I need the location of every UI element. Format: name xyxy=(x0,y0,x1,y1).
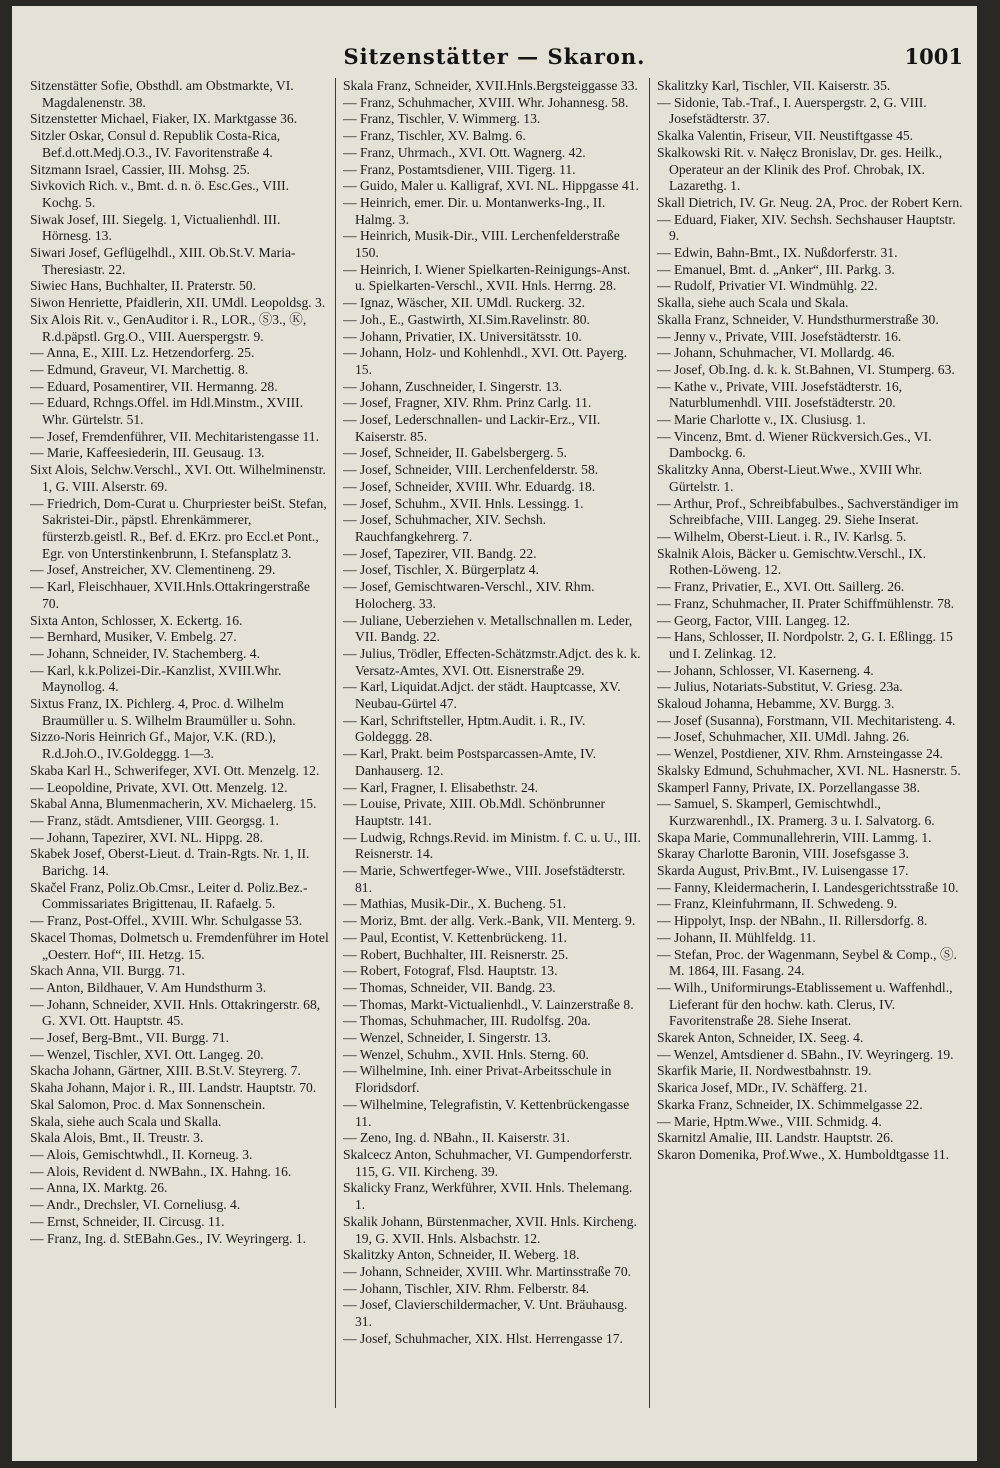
directory-entry: — Heinrich, I. Wiener Spielkarten-Reinigungs-Anst. u. Spielkarten-Verschl., XVII. Hnls. Herrng. 28. xyxy=(343,261,631,294)
directory-entry: — Josef, Tischler, X. Bürgerplatz 4. xyxy=(343,562,539,578)
directory-entry: — Franz, Privatier, E., XVI. Ott. Saillerg. 26. xyxy=(657,579,905,595)
directory-entry: Skabal Anna, Blumenmacherin, XV. Michaelerg. 15. xyxy=(30,796,317,812)
directory-entry: — Franz, Schuhmacher, XVIII. Whr. Johannesg. 58. xyxy=(343,94,629,110)
directory-entry: — Karl, Fragner, I. Elisabethstr. 24. xyxy=(343,779,539,795)
directory-entry: — Josef, Fremdenführer, VII. Mechitaristengasse 11. xyxy=(30,428,319,444)
directory-entry: Skarek Anton, Schneider, IX. Seeg. 4. xyxy=(657,1030,864,1046)
directory-entry: — Edmund, Graveur, VI. Marchettig. 8. xyxy=(30,361,249,377)
directory-entry: — Josef, Berg-Bmt., VII. Burgg. 71. xyxy=(30,1030,229,1046)
directory-entry: Sitzenstätter Sofie, Obsthdl. am Obstmarkte, VI. Magdalenenstr. 38. xyxy=(30,78,294,110)
directory-entry: Skaha Johann, Major i. R., III. Landstr. Hauptstr. 70. xyxy=(30,1080,317,1096)
directory-entry: — Edwin, Bahn-Bmt., IX. Nußdorferstr. 31. xyxy=(657,245,898,261)
directory-entry: — Moriz, Bmt. der allg. Verk.-Bank, VII. Menterg. 9. xyxy=(343,913,636,929)
directory-entry: — Marie, Schwertfeger-Wwe., VIII. Josefstädterstr. 81. xyxy=(343,863,626,895)
directory-entry: — Franz, Schuhmacher, II. Prater Schiffmühlenstr. 78. xyxy=(657,595,955,611)
directory-entry: — Johann, Schneider, IV. Stachemberg. 4. xyxy=(30,645,261,661)
directory-entry: Skala Alois, Bmt., II. Treustr. 3. xyxy=(30,1130,204,1146)
directory-entry: — Josef, Schuhmacher, XIV. Sechsh. Rauchfangkehrerg. 7. xyxy=(343,512,547,544)
page-number: 1001 xyxy=(904,44,963,69)
directory-entry: Sixta Anton, Schlosser, X. Eckertg. 16. xyxy=(30,612,243,628)
directory-entry: — Arthur, Prof., Schreibfabulbes., Sachverständiger im Schreibfache, VIII. Langeg. 29. Siehe Inserat. xyxy=(657,495,959,528)
directory-entry: Skaron Domenika, Prof.Wwe., X. Humboldtgasse 11. xyxy=(657,1147,950,1162)
directory-entry: Siwon Henriette, Pfaidlerin, XII. UMdl. Leopoldsg. 3. xyxy=(30,295,326,311)
column-divider xyxy=(649,78,650,1408)
directory-entry: Siwak Josef, III. Siegelg. 1, Victualienhdl. III. Hörnesg. 13. xyxy=(30,211,281,244)
column-right xyxy=(657,78,967,1453)
directory-entry: — Jenny v., Private, VIII. Josefstädterstr. 16. xyxy=(657,328,902,344)
directory-page xyxy=(12,6,977,1461)
directory-entry: — Johann, Schuhmacher, VI. Mollardg. 46. xyxy=(657,345,895,361)
directory-entry: Skach Anna, VII. Burgg. 71. xyxy=(30,963,186,979)
directory-entry: Siwari Josef, Geflügelhdl., XIII. Ob.St.V. Maria-Theresiastr. 22. xyxy=(30,245,296,277)
directory-entry: — Andr., Drechsler, VI. Corneliusg. 4. xyxy=(30,1197,241,1213)
directory-entry: — Zeno, Ing. d. NBahn., II. Kaiserstr. 31. xyxy=(343,1130,570,1146)
directory-entry: Siwiec Hans, Buchhalter, II. Praterstr. 50. xyxy=(30,278,256,294)
directory-entry: — Josef, Anstreicher, XV. Clementineng. 29. xyxy=(30,562,276,578)
directory-entry: — Wilhelmine, Inh. einer Privat-Arbeitsschule in Floridsdorf. xyxy=(343,1063,612,1096)
directory-entry: — Thomas, Markt-Victualienhdl., V. Lainzerstraße 8. xyxy=(343,996,634,1012)
directory-entry: — Emanuel, Bmt. d. „Anker“, III. Parkg. 3. xyxy=(657,261,895,277)
directory-entry: Sitzler Oskar, Consul d. Republik Costa-Rica, Bef.d.ott.Medj.O.3., IV. Favoritenstraße 4. xyxy=(30,128,281,160)
directory-entry: Skall Dietrich, IV. Gr. Neug. 2A, Proc. der Robert Kern. xyxy=(657,194,963,210)
directory-entry: — Hippolyt, Insp. der NBahn., II. Rillersdorfg. 8. xyxy=(657,913,928,929)
directory-entry: — Louise, Private, XIII. Ob.Mdl. Schönbrunner Hauptstr. 141. xyxy=(343,796,606,828)
directory-entry: — Heinrich, Musik-Dir., VIII. Lerchenfelderstraße 150. xyxy=(343,228,620,261)
directory-entry: — Julius, Notariats-Substitut, V. Griesg. 23a. xyxy=(657,679,903,695)
running-title: Sitzenstätter — Skaron. xyxy=(343,44,646,69)
directory-entry: Skarka Franz, Schneider, IX. Schimmelgasse 22. xyxy=(657,1096,923,1112)
directory-entry: Skamperl Fanny, Private, IX. Porzellangasse 38. xyxy=(657,779,921,795)
directory-entry: — Samuel, S. Skamperl, Gemischtwhdl., Kurzwarenhdl., IX. Pramerg. 3 u. I. Salvatorg. 6. xyxy=(657,796,935,828)
directory-entry: Skalitzky Karl, Tischler, VII. Kaiserstr. 35. xyxy=(657,78,891,93)
directory-entry: — Josef, Lederschnallen- und Lackir-Erz., VII. Kaiserstr. 85. xyxy=(343,412,601,444)
directory-entry: Sitzenstetter Michael, Fiaker, IX. Marktgasse 36. xyxy=(30,111,298,127)
directory-entry: — Wenzel, Schneider, I. Singerstr. 13. xyxy=(343,1030,552,1046)
directory-entry: — Ernst, Schneider, II. Circusg. 11. xyxy=(30,1213,225,1229)
directory-entry: Skal Salomon, Proc. d. Max Sonnenschein. xyxy=(30,1096,266,1112)
directory-entry: — Heinrich, emer. Dir. u. Montanwerks-Ing., II. Halmg. 3. xyxy=(343,194,606,227)
directory-entry: — Robert, Buchhalter, III. Reisnerstr. 25. xyxy=(343,946,569,962)
directory-entry: — Mathias, Musik-Dir., X. Bucheng. 51. xyxy=(343,896,567,912)
directory-entry: — Franz, städt. Amtsdiener, VIII. Georgsg. 1. xyxy=(30,812,279,828)
directory-entry: — Robert, Fotograf, Flsd. Hauptstr. 13. xyxy=(343,963,558,979)
directory-entry: Skalla Franz, Schneider, V. Hundsthurmerstraße 30. xyxy=(657,311,939,327)
directory-entry: — Josef, Schneider, VIII. Lerchenfelderstr. 58. xyxy=(343,462,599,478)
directory-entry: Skaba Karl H., Schwerifeger, XVI. Ott. Menzelg. 12. xyxy=(30,762,320,778)
directory-entry: Skabek Josef, Oberst-Lieut. d. Train-Rgts. Nr. 1, II. Barichg. 14. xyxy=(30,846,310,879)
directory-entry: — Guido, Maler u. Kalligraf, XVI. NL. Hippgasse 41. xyxy=(343,178,639,194)
directory-entry: — Franz, Uhrmach., XVI. Ott. Wagnerg. 42. xyxy=(343,144,586,160)
directory-entry: — Juliane, Ueberziehen v. Metallschnallen m. Leder, VII. Bandg. 22. xyxy=(343,612,633,645)
directory-entry: — Franz, Kleinfuhrmann, II. Schwedeng. 9. xyxy=(657,896,898,912)
directory-entry: — Eduard, Posamentirer, VII. Hermanng. 28. xyxy=(30,378,278,394)
directory-entry: — Leopoldine, Private, XVI. Ott. Menzelg. 12. xyxy=(30,779,288,795)
directory-entry: — Johann, Privatier, IX. Universitätsstr. 10. xyxy=(343,328,582,344)
directory-entry: — Johann, Holz- und Kohlenhdl., XVI. Ott. Payerg. 15. xyxy=(343,345,628,377)
directory-entry: Skalkowski Rit. v. Nałęcz Bronislav, Dr. ges. Heilk., Operateur an der Klinik des Prof. Chrobak, IX. Lazarethg. 1. xyxy=(657,144,943,194)
directory-entry: — Karl, Liquidat.Adjct. der städt. Hauptcasse, XV. Neubau-Gürtel 47. xyxy=(343,679,621,712)
directory-entry: Skalik Johann, Bürstenmacher, XVII. Hnls. Kircheng. 19, G. XVII. Hnls. Alsbachstr. 12. xyxy=(343,1213,637,1246)
entry-columns xyxy=(30,78,970,1453)
column-left xyxy=(30,78,330,1453)
directory-entry: — Johann, Schlosser, VI. Kaserneng. 4. xyxy=(657,662,874,678)
directory-entry: — Wenzel, Schuhm., XVII. Hnls. Sterng. 60. xyxy=(343,1046,589,1062)
directory-entry: — Franz, Tischler, XV. Balmg. 6. xyxy=(343,128,526,144)
directory-entry: — Josef, Schuhmacher, XIX. Hlst. Herrengasse 17. xyxy=(343,1330,623,1346)
directory-entry: Skalitzky Anna, Oberst-Lieut.Wwe., XVIII Whr. Gürtelstr. 1. xyxy=(657,462,923,494)
directory-entry: — Stefan, Proc. der Wagenmann, Seybel & Comp., Ⓢ. M. 1864, III. Fasang. 24. xyxy=(657,946,957,979)
page-header xyxy=(12,44,977,78)
directory-entry: Skalla, siehe auch Scala und Skala. xyxy=(657,295,849,311)
column-middle xyxy=(343,78,643,1453)
directory-entry: — Josef, Schneider, XVIII. Whr. Eduardg. 18. xyxy=(343,478,596,494)
directory-entry: — Wenzel, Tischler, XVI. Ott. Langeg. 20. xyxy=(30,1046,264,1062)
directory-entry: Skalcecz Anton, Schuhmacher, VI. Gumpendorferstr. 115, G. VII. Kircheng. 39. xyxy=(343,1147,633,1179)
directory-entry: — Paul, Econtist, V. Kettenbrückeng. 11. xyxy=(343,929,568,945)
directory-entry: — Karl, Prakt. beim Postsparcassen-Amte, IV. Danhauserg. 12. xyxy=(343,746,597,778)
directory-entry: Skarnitzl Amalie, III. Landstr. Hauptstr. 26. xyxy=(657,1130,894,1146)
directory-entry: — Anna, IX. Marktg. 26. xyxy=(30,1180,168,1196)
directory-entry: — Fanny, Kleidermacherin, I. Landesgerichtsstraße 10. xyxy=(657,879,959,895)
directory-entry: — Marie Charlotte v., IX. Clusiusg. 1. xyxy=(657,412,866,428)
directory-entry: Skarfik Marie, II. Nordwestbahnstr. 19. xyxy=(657,1063,872,1079)
directory-entry: — Johann, Tischler, XIV. Rhm. Felberstr. 84. xyxy=(343,1280,590,1296)
directory-entry: Sixt Alois, Selchw.Verschl., XVI. Ott. Wilhelminenstr. 1, G. VIII. Alserstr. 69. xyxy=(30,462,326,494)
directory-entry: Skarda August, Priv.Bmt., IV. Luisengasse 17. xyxy=(657,863,909,879)
directory-entry: — Alois, Gemischtwhdl., II. Korneug. 3. xyxy=(30,1147,253,1162)
directory-entry: — Josef, Schuhm., XVII. Hnls. Lessingg. 1. xyxy=(343,495,584,511)
directory-entry: — Friedrich, Dom-Curat u. Churpriester beiSt. Stefan, Sakristei-Dir., päpstl. Ehrenkämmerer, fürsterzb.geistl. R., Bef. d. EKrz. pro Eccl.et Pont., Egr. von Unterstinkenbrunn, I. Stefansplatz 3. xyxy=(30,495,327,561)
directory-entry: Skaray Charlotte Baronin, VIII. Josefsgasse 3. xyxy=(657,846,909,862)
directory-entry: — Wilhelm, Oberst-Lieut. i. R., IV. Karlsg. 5. xyxy=(657,528,907,544)
directory-entry: — Vincenz, Bmt. d. Wiener Rückversich.Ges., VI. Dambockg. 6. xyxy=(657,428,932,461)
directory-entry: — Marie, Hptm.Wwe., VIII. Schmidg. 4. xyxy=(657,1113,882,1129)
directory-entry: — Georg, Factor, VIII. Langeg. 12. xyxy=(657,612,850,628)
directory-entry: — Josef, Schuhmacher, XII. UMdl. Jahng. 26. xyxy=(657,729,910,745)
directory-entry: — Josef, Fragner, XIV. Rhm. Prinz Carlg. 11. xyxy=(343,395,592,411)
directory-entry: — Josef, Ob.Ing. d. k. k. St.Bahnen, VI. Stumperg. 63. xyxy=(657,361,955,377)
directory-entry: — Marie, Kaffeesiederin, III. Geusaug. 13. xyxy=(30,445,265,461)
directory-entry: — Franz, Ing. d. StEBahn.Ges., IV. Weyringerg. 1. xyxy=(30,1230,307,1246)
directory-entry: Skačel Franz, Poliz.Ob.Cmsr., Leiter d. Poliz.Bez.-Commissariates Brigittenau, II. Rafaelg. 5. xyxy=(30,879,308,912)
directory-entry: — Anton, Bildhauer, V. Am Hundsthurm 3. xyxy=(30,979,267,995)
directory-entry: Skacha Johann, Gärtner, XIII. B.St.V. Steyrerg. 7. xyxy=(30,1063,301,1079)
directory-entry: — Franz, Tischler, V. Wimmerg. 13. xyxy=(343,111,541,127)
directory-entry: — Wilh., Uniformirungs-Etablissement u. Waffenhdl., Lieferant für den hochw. kath. Clerus, IV. Favoritenstraße 28. Siehe Inserat. xyxy=(657,979,953,1029)
directory-entry: — Sidonie, Tab.-Traf., I. Auerspergstr. 2, G. VIII. Josefstädterstr. 37. xyxy=(657,94,927,127)
directory-entry: — Josef, Gemischtwaren-Verschl., XIV. Rhm. Holocherg. 33. xyxy=(343,579,595,611)
directory-entry: — Franz, Postamtsdiener, VIII. Tigerg. 11. xyxy=(343,161,576,177)
directory-entry: — Josef, Tapezirer, VII. Bandg. 22. xyxy=(343,545,537,561)
directory-entry: Sizzo-Noris Heinrich Gf., Major, V.K. (RD.), R.d.Joh.O., IV.Goldeggg. 1—3. xyxy=(30,729,276,762)
directory-entry: Skalnik Alois, Bäcker u. Gemischtw.Verschl., IX. Rothen-Löweng. 12. xyxy=(657,545,927,578)
directory-entry: — Rudolf, Privatier VI. Windmühlg. 22. xyxy=(657,278,878,294)
directory-entry: Skalicky Franz, Werkführer, XVII. Hnls. Thelemang. 1. xyxy=(343,1180,633,1213)
directory-entry: — Thomas, Schneider, VII. Bandg. 23. xyxy=(343,979,556,995)
directory-entry: — Thomas, Schuhmacher, III. Rudolfsg. 20a. xyxy=(343,1013,591,1029)
directory-entry: — Ignaz, Wäscher, XII. UMdl. Ruckerg. 32. xyxy=(343,295,586,311)
directory-entry: — Eduard, Fiaker, XIV. Sechsh. Sechshauser Hauptstr. 9. xyxy=(657,211,956,244)
directory-entry: — Karl, Fleischhauer, XVII.Hnls.Ottakringerstraße 70. xyxy=(30,579,310,611)
column-divider xyxy=(335,78,336,1408)
directory-entry: — Alois, Revident d. NWBahn., IX. Hahng. 16. xyxy=(30,1163,292,1179)
directory-entry: Skapa Marie, Communallehrerin, VIII. Lammg. 1. xyxy=(657,829,932,845)
directory-entry: — Johann, II. Mühlfeldg. 11. xyxy=(657,929,816,945)
directory-entry: — Josef (Susanna), Forstmann, VII. Mechitaristeng. 4. xyxy=(657,712,956,728)
directory-entry: Skalsky Edmund, Schuhmacher, XVI. NL. Hasnerstr. 5. xyxy=(657,762,961,778)
directory-entry: Skalka Valentin, Friseur, VII. Neustiftgasse 45. xyxy=(657,128,914,144)
directory-entry: — Bernhard, Musiker, V. Embelg. 27. xyxy=(30,629,237,645)
directory-entry: — Kathe v., Private, VIII. Josefstädterstr. 16, Naturblumenhdl. VIII. Josefstädterstr. 20. xyxy=(657,378,903,411)
directory-entry: — Johann, Tapezirer, XVI. NL. Hippg. 28. xyxy=(30,829,264,845)
directory-entry: Six Alois Rit. v., GenAuditor i. R., LOR., Ⓢ3., Ⓚ, R.d.päpstl. Grg.O., VIII. Auerspergstr. 9. xyxy=(30,311,307,344)
directory-entry: — Eduard, Rchngs.Offel. im Hdl.Minstm., XVIII. Whr. Gürtelstr. 51. xyxy=(30,395,304,428)
directory-entry: — Johann, Schneider, XVII. Hnls. Ottakringerstr. 68, G. XVI. Ott. Hauptstr. 45. xyxy=(30,996,321,1029)
directory-entry: — Wenzel, Amtsdiener d. SBahn., IV. Weyringerg. 19. xyxy=(657,1046,954,1062)
directory-entry: — Wilhelmine, Telegrafistin, V. Kettenbrückengasse 11. xyxy=(343,1096,630,1129)
directory-entry: Skacel Thomas, Dolmetsch u. Fremdenführer im Hotel „Oesterr. Hof“, III. Hetzg. 15. xyxy=(30,929,329,962)
directory-entry: — Josef, Schneider, II. Gabelsbergerg. 5. xyxy=(343,445,567,461)
directory-entry: — Karl, k.k.Polizei-Dir.-Kanzlist, XVIII.Whr. Maynollog. 4. xyxy=(30,662,282,695)
directory-entry: — Julius, Trödler, Effecten-Schätzmstr.Adjct. des k. k. Versatz-Amtes, XVI. Ott. Eisnerstraße 29. xyxy=(343,645,641,678)
directory-entry: Sixtus Franz, IX. Pichlerg. 4, Proc. d. Wilhelm Braumüller u. S. Wilhelm Braumüller u. Sohn. xyxy=(30,696,296,728)
directory-entry: Sivkovich Rich. v., Bmt. d. n. ö. Esc.Ges., VIII. Kochg. 5. xyxy=(30,178,290,210)
directory-entry: — Hans, Schlosser, II. Nordpolstr. 2, G. I. Eßlingg. 15 und I. Zelinkag. 12. xyxy=(657,629,953,661)
directory-entry: Sitzmann Israel, Cassier, III. Mohsg. 25. xyxy=(30,161,250,177)
directory-entry: — Johann, Zuschneider, I. Singerstr. 13. xyxy=(343,378,563,394)
directory-entry: — Anna, E., XIII. Lz. Hetzendorferg. 25. xyxy=(30,345,255,361)
directory-entry: Skala, siehe auch Scala und Skalla. xyxy=(30,1113,222,1129)
directory-entry: — Joh., E., Gastwirth, XI.Sim.Ravelinstr. 80. xyxy=(343,311,590,327)
directory-entry: — Karl, Schriftsteller, Hptm.Audit. i. R., IV. Goldeggg. 28. xyxy=(343,712,586,745)
directory-entry: — Johann, Schneider, XVIII. Whr. Martinsstraße 70. xyxy=(343,1263,632,1279)
directory-entry: — Franz, Post-Offel., XVIII. Whr. Schulgasse 53. xyxy=(30,913,303,929)
directory-entry: Skarica Josef, MDr., IV. Schäfferg. 21. xyxy=(657,1080,868,1096)
directory-entry: — Ludwig, Rchngs.Revid. im Ministm. f. C. u. U., III. Reisnerstr. 14. xyxy=(343,829,641,862)
directory-entry: Skaloud Johanna, Hebamme, XV. Burgg. 3. xyxy=(657,696,895,712)
directory-entry: — Wenzel, Postdiener, XIV. Rhm. Arnsteingasse 24. xyxy=(657,746,943,762)
directory-entry: Skala Franz, Schneider, XVII.Hnls.Bergsteiggasse 33. xyxy=(343,78,638,93)
directory-entry: Skalitzky Anton, Schneider, II. Weberg. 18. xyxy=(343,1247,580,1263)
directory-entry: — Josef, Clavierschildermacher, V. Unt. Bräuhausg. 31. xyxy=(343,1297,628,1330)
